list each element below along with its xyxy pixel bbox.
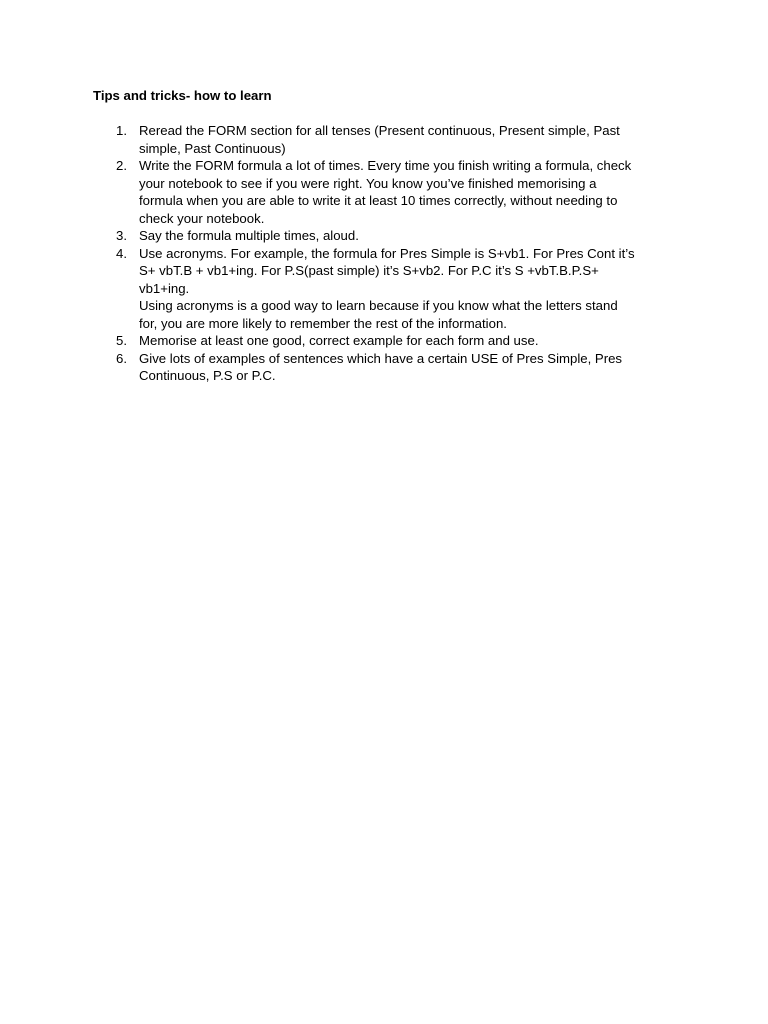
list-item-text-line: vb1+ing. [139,280,190,296]
list-item-text-line: check your notebook. [139,210,265,226]
list-item [0,157,679,227]
list-item-text-line: Give lots of examples of sentences which have a certain USE of Pres Simple, Pres [139,350,623,366]
list-item-text-line: simple, Past Continuous) [139,140,286,156]
list-item-number: 2. [116,158,127,173]
list-item-text-line: formula when you are able to write it at least 10 times correctly, without needing to [139,193,618,208]
list-item-text-line: for, you are more likely to remember the rest of the information. [139,315,507,331]
list-item-text-line: Reread the FORM section for all tenses (Present continuous, Present simple, Past [139,123,620,138]
list-item-text-line: Using acronyms is a good way to learn because if you know what the letters stand [139,298,618,313]
list-item-text-line: Continuous, P.S or P.C. [139,368,276,383]
list-item-number: 5. [116,333,127,348]
list-item-text-line: S+ vbT.B + vb1+ing. For P.S(past simple) it’s S+vb2. For P.C it’s S +vbT.B.P.S+ [139,263,599,278]
list-item-text-line: Use acronyms. For example, the formula for Pres Simple is S+vb1. For Pres Cont it’s [139,245,635,261]
list-item-number: 6. [116,350,127,366]
document-title: Tips and tricks- how to learn [93,88,272,103]
list-item-number: 1. [116,123,127,138]
list-item-number: 4. [116,245,127,261]
list-item-text-line: Say the formula multiple times, aloud. [139,228,359,243]
list-item-text-line: Write the FORM formula a lot of times. Every time you finish writing a formula, check [139,158,632,173]
list-item [0,122,679,157]
list-item-number: 3. [116,228,127,243]
list-item-text-line: Memorise at least one good, correct example for each form and use. [139,333,539,348]
list-item [0,332,679,350]
tips-list [0,122,679,385]
list-item [0,227,679,245]
list-item [0,245,679,333]
list-item [0,350,679,385]
list-item-text-line: your notebook to see if you were right. You know you’ve finished memorising a [139,175,597,191]
